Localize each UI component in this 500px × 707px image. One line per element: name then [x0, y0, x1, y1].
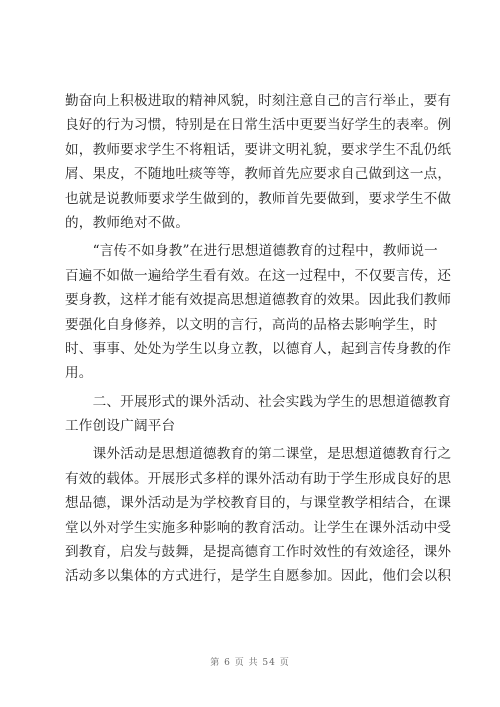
text-line: 如，教师要求学生不将粗话，要讲文明礼貌，要求学生不乱仍纸 — [65, 141, 452, 158]
text-line: 百遍不如做一遍给学生看有效。在这一过程中，不仅要言传，还 — [65, 267, 452, 284]
paragraph-2 — [65, 239, 452, 385]
heading-line: 二、开展形式的课外活动、社会实践为学生的思想道德教育 — [65, 393, 452, 410]
text-line: 有效的载体。开展形式多样的课外活动有助于学生形成良好的思 — [65, 470, 452, 487]
text-line: 想品德，课外活动是为学校教育目的，与课堂教学相结合，在课 — [65, 495, 452, 512]
text-line: 要身教，这样才能有效提高思想道德教育的效果。因此我们教师 — [65, 292, 452, 309]
heading-line: 工作创设广阔平台 — [65, 418, 176, 435]
text-line: 堂以外对学生实施多种影响的教育活动。让学生在课外活动中受 — [65, 519, 452, 536]
text-line: “言传不如身教”在进行思想道德教育的过程中，教师说一 — [65, 243, 438, 260]
text-line: 活动多以集体的方式进行，是学生自愿参加。因此，他们会以积 — [65, 568, 452, 585]
text-line: 到教育，启发与鼓舞，是提高德育工作时效性的有效途径，课外 — [65, 544, 452, 561]
text-line: 勤奋向上积极进取的精神风貌，时刻注意自己的言行举止，要有 — [65, 93, 452, 109]
text-line: 也就是说教师要求学生做到的，教师首先要做到，要求学生不做 — [65, 190, 452, 207]
section-heading — [65, 390, 452, 439]
page-body — [65, 89, 452, 589]
text-line: 用。 — [65, 365, 93, 382]
paragraph-4 — [65, 442, 452, 588]
text-line: 良好的行为习惯，特别是在日常生活中更要当好学生的表率。例 — [65, 117, 452, 134]
text-line: 时、事事、处处为学生以身立教，以德育人，起到言传身教的作 — [65, 340, 452, 357]
text-line: 的，教师绝对不做。 — [65, 214, 190, 231]
page-number-footer: 第 6 页 共 54 页 — [210, 658, 290, 668]
text-line: 要强化自身修养，以文明的言行，高尚的品格去影响学生，时 — [65, 316, 438, 333]
paragraph-1 — [65, 89, 452, 235]
text-line: 屑、果皮，不随地吐痰等等，教师首先应要求自己做到这一点， — [65, 166, 452, 183]
text-line: 课外活动是思想道德教育的第二课堂，是思想道德教育行之 — [65, 446, 452, 463]
